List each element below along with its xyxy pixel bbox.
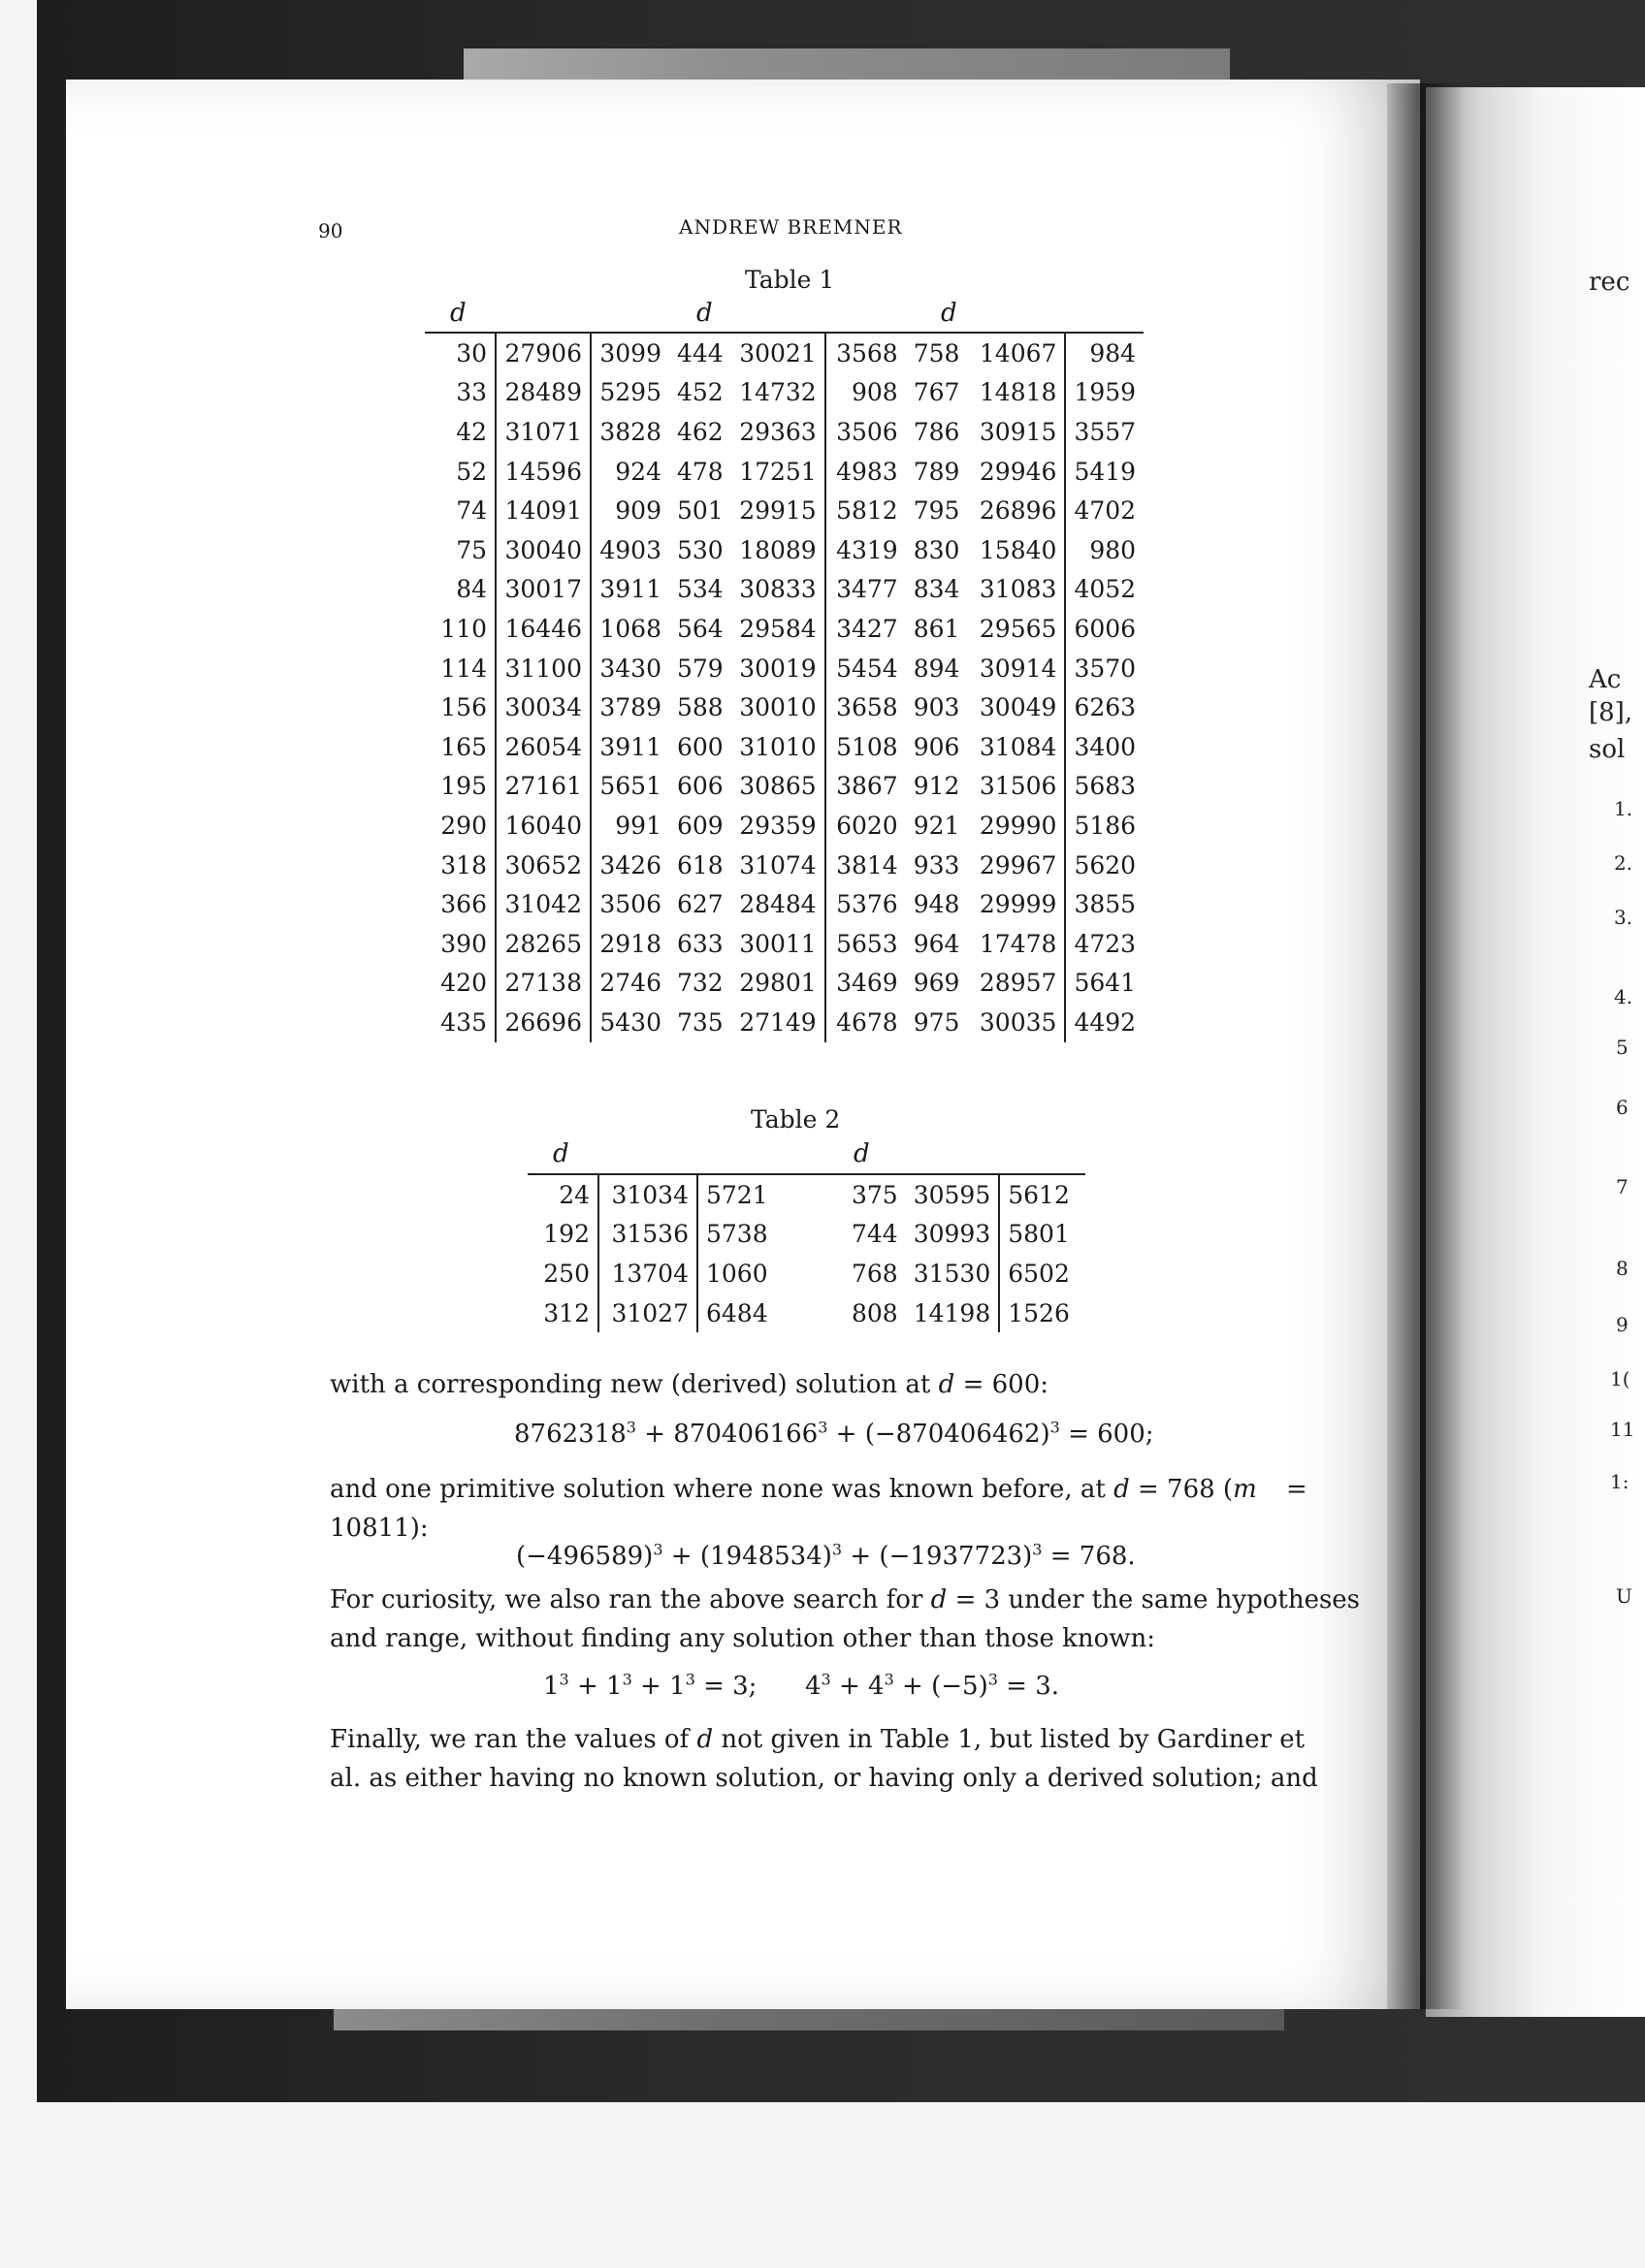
table1-cell: 30019 [731,649,825,688]
table1-cell: 52 [425,452,496,492]
table1-cell: 908 [852,378,898,407]
equation-3-second: $4^3 + 4^3 + (-5)^3 = 3$. [805,1670,1060,1701]
table1-row [425,727,1144,767]
table1-row [425,373,1144,413]
facing-number: 7 [1616,1175,1629,1198]
table1-cell: 18089 [731,530,825,570]
running-head: ANDREW BREMNER [679,215,903,239]
paragraph-finally: Finally, we ran the values of d not given in Table 1, but listed by Gardiner et al. as either having no known solution, or having only a derived solution; and [330,1725,1318,1793]
table1-cell: 4492 [1074,1007,1137,1037]
table1-d-label: d [696,299,713,328]
table1-cell: 30915 [967,412,1065,452]
table1-cell: 5651 [599,772,661,801]
table1-cell: 3477 [836,575,898,604]
facing-number: U [1616,1584,1632,1608]
table1-cell: 924 [615,457,661,486]
table1-row [425,687,1144,727]
table1-cell: 28957 [967,964,1065,1004]
table1-cell: 921 [913,811,960,840]
facing-fragment: sol [1589,735,1626,764]
table1-cell: 834 [913,575,960,604]
table1-cell: 501 [677,496,724,526]
table1-cell: 14596 [496,452,591,492]
table1-cell: 5653 [836,929,898,958]
table1-cell: 17251 [731,452,825,492]
table1-cell: 606 [677,772,724,801]
table1-cell: 933 [913,850,960,879]
table1-cell: 1959 [1074,378,1137,407]
table1-cell: 5430 [599,1007,661,1037]
facing-number: 11 [1610,1418,1635,1441]
table1-row [425,964,1144,1004]
table1-cell: 14091 [496,491,591,530]
table1-cell: 27149 [731,1003,825,1042]
table1-cell: 390 [425,924,496,964]
table2-cell: 250 [528,1254,598,1294]
table1-cell: 789 [913,457,960,486]
table1-cell: 579 [677,654,724,683]
table1-cell: 31042 [496,884,591,924]
table1-cell: 3400 [1074,732,1137,761]
table1-cell: 3426 [599,850,661,879]
table2-cell: 31034 [598,1174,697,1215]
book-gutter-shadow [1387,83,1465,2009]
facing-number: 1: [1610,1470,1629,1493]
table1-row [425,570,1144,610]
table1-d-label: d [450,299,467,328]
table2-cell: 6502 [1008,1259,1070,1288]
table1-cell: 110 [425,609,496,649]
table1-cell: 14732 [731,373,825,413]
table1-body [425,333,1144,1042]
table1-cell: 3814 [836,850,898,879]
table2-cell: 31530 [906,1254,1000,1294]
table1-cell: 3789 [599,693,661,722]
table2-cell: 5612 [999,1174,1085,1215]
table1-cell: 29584 [731,609,825,649]
table1-cell: 5295 [599,378,661,407]
table1-cell: 84 [425,570,496,610]
table1-cell: 3855 [1074,890,1137,919]
table1-cell: 4903 [599,535,661,564]
table1-cell: 609 [677,811,724,840]
table2-body [528,1174,1085,1332]
table2-row [528,1215,1085,1255]
table1-cell: 5376 [836,890,898,919]
table2-cell: 5801 [1008,1220,1070,1249]
facing-number: 8 [1616,1257,1629,1280]
table1-cell: 894 [913,654,960,683]
table1-cell: 3506 [836,417,898,446]
facing-number: 1( [1610,1367,1630,1390]
table2-cell: 14198 [906,1294,1000,1333]
table1-cell: 3506 [599,890,661,919]
table2-cell: 1060 [706,1259,768,1288]
table1-row [425,924,1144,964]
table1-cell: 975 [913,1007,960,1037]
table1-cell: 165 [425,727,496,767]
table1-cell: 14818 [967,373,1065,413]
table1-cell: 786 [913,417,960,446]
table1-cell: 4723 [1074,929,1137,958]
table1-cell: 830 [913,535,960,564]
table1-cell: 767 [913,378,960,407]
table1-cell: 2746 [599,969,661,998]
facing-number: 2. [1614,851,1633,875]
table1-cell: 31071 [496,412,591,452]
table2-cell: 808 [852,1298,898,1327]
table2-row [528,1254,1085,1294]
table1-cell: 906 [913,732,960,761]
table1-cell: 27161 [496,767,591,807]
page-edge-top [464,48,1230,81]
table1-cell: 27906 [496,333,591,373]
facing-number: 1. [1614,797,1633,820]
table2-cell: 375 [844,1174,906,1215]
table1-cell: 534 [677,575,724,604]
table2-cell: 30595 [906,1174,1000,1215]
table1-cell: 30652 [496,846,591,885]
table1-caption: Table 1 [745,266,835,294]
table1-cell: 6263 [1074,693,1137,722]
table1-cell: 4319 [836,535,898,564]
table1-cell: 30017 [496,570,591,610]
table1-cell: 3828 [599,417,661,446]
table1-cell: 3430 [599,654,661,683]
table1-cell: 4983 [836,457,898,486]
equation-600: $8762318^3 + 870406166^3 + (-870406462)^3 = 600$; [514,1418,1154,1449]
table1-cell: 30021 [731,333,825,373]
table2-d-label: d [854,1139,870,1168]
table1-d-label: d [941,299,957,328]
table1-cell: 564 [677,614,724,643]
table2-cell: 13704 [598,1254,697,1294]
facing-number: 9 [1616,1313,1629,1336]
table2-cell: 31536 [598,1215,697,1255]
table1-cell: 31100 [496,649,591,688]
table1-cell: 5620 [1074,850,1137,879]
table1-cell: 6020 [836,811,898,840]
table2-caption: Table 2 [751,1105,841,1134]
table1-cell: 30865 [731,767,825,807]
facing-number: 6 [1616,1096,1629,1119]
table1-cell: 30 [425,333,496,373]
table2-cell: 24 [528,1174,598,1215]
table1-cell: 42 [425,412,496,452]
table1-cell: 29565 [967,609,1065,649]
table2-cell: 30993 [906,1215,1000,1255]
table1-cell: 795 [913,496,960,526]
table2-cell: 744 [852,1220,898,1249]
table1-cell: 444 [669,333,731,373]
table1-cell: 33 [425,373,496,413]
table1-cell: 5186 [1074,811,1137,840]
table1-cell: 980 [1089,535,1137,564]
table1-cell: 31083 [967,570,1065,610]
facing-fragment: rec [1589,268,1630,297]
table2 [528,1173,1085,1332]
table1-cell: 26054 [496,727,591,767]
table1-row [425,649,1144,688]
facing-fragment: Ac [1589,665,1622,694]
table1-cell: 30914 [967,649,1065,688]
facing-fragment: [8], [1589,698,1633,727]
paragraph-primitive-solution: and one primitive solution where none was known before, at d = 768 (m = 10811): [330,1475,1307,1543]
table1-cell: 195 [425,767,496,807]
table1-cell: 969 [913,969,960,998]
table2-cell: 5738 [706,1220,768,1249]
table1-row [425,491,1144,530]
table1-cell: 3099 [591,333,669,373]
table1-cell: 478 [677,457,724,486]
table1-cell: 5454 [836,654,898,683]
table1-cell: 2918 [599,929,661,958]
table1-cell: 26896 [967,491,1065,530]
table1-cell: 31084 [967,727,1065,767]
paragraph-derived-solution: with a corresponding new (derived) solution at d = 600: [330,1370,1049,1399]
table1-cell: 4702 [1074,496,1137,526]
table1-cell: 3568 [825,333,906,373]
table1-cell: 16446 [496,609,591,649]
table1-cell: 14067 [967,333,1065,373]
table1-cell: 30011 [731,924,825,964]
table1-cell: 948 [913,890,960,919]
table1-cell: 3911 [599,575,661,604]
table1-cell: 27138 [496,964,591,1004]
table1-cell: 627 [677,890,724,919]
table1-cell: 3557 [1074,417,1137,446]
table1-cell: 758 [906,333,968,373]
table1-row [425,767,1144,807]
table1-cell: 17478 [967,924,1065,964]
table1-cell: 29946 [967,452,1065,492]
table1-cell: 3469 [836,969,898,998]
table1-cell: 290 [425,806,496,846]
facing-number: 5 [1616,1036,1629,1059]
table1-row [425,1003,1144,1042]
table1-cell: 633 [677,929,724,958]
table1-row [425,333,1144,373]
table1 [425,332,1144,1042]
table1-cell: 912 [913,772,960,801]
table1-cell: 30035 [967,1003,1065,1042]
table1-cell: 3911 [599,732,661,761]
table1-cell: 861 [913,614,960,643]
paragraph-curiosity: For curiosity, we also ran the above search for d = 3 under the same hypotheses and range, without finding any solution other than those known: [330,1585,1361,1653]
page-number: 90 [318,219,343,242]
table1-cell: 903 [913,693,960,722]
table1-cell: 16040 [496,806,591,846]
table1-cell: 31010 [731,727,825,767]
table1-cell: 30833 [731,570,825,610]
table2-cell: 31027 [598,1294,697,1333]
table1-cell: 31074 [731,846,825,885]
table1-row [425,609,1144,649]
table1-cell: 31506 [967,767,1065,807]
table1-cell: 462 [677,417,724,446]
table1-cell: 984 [1065,333,1144,373]
table1-cell: 15840 [967,530,1065,570]
table1-cell: 991 [615,811,661,840]
table1-cell: 5812 [836,496,898,526]
table1-cell: 114 [425,649,496,688]
table1-row [425,884,1144,924]
table1-cell: 28265 [496,924,591,964]
table1-cell: 74 [425,491,496,530]
table2-cell: 192 [528,1215,598,1255]
table1-cell: 30034 [496,687,591,727]
table1-cell: 530 [677,535,724,564]
table1-cell: 28489 [496,373,591,413]
table1-cell: 366 [425,884,496,924]
table1-cell: 26696 [496,1003,591,1042]
table1-cell: 909 [615,496,661,526]
table1-cell: 3427 [836,614,898,643]
table1-cell: 3658 [836,693,898,722]
table2-cell: 6484 [706,1298,768,1327]
table2-d-label: d [553,1139,569,1168]
table1-cell: 600 [677,732,724,761]
table2-cell: 768 [852,1259,898,1288]
equation-768: $(-496589)^3 + (1948534)^3 + (-1937723)^3 = 768$. [516,1540,1136,1571]
table1-cell: 156 [425,687,496,727]
table1-cell: 29999 [967,884,1065,924]
table1-cell: 318 [425,846,496,885]
table1-row [425,846,1144,885]
table1-cell: 452 [677,378,724,407]
table1-cell: 75 [425,530,496,570]
table1-cell: 420 [425,964,496,1004]
facing-number: 3. [1614,906,1633,929]
table1-cell: 5419 [1074,457,1137,486]
table1-cell: 5108 [836,732,898,761]
table1-cell: 30010 [731,687,825,727]
facing-number: 4. [1614,985,1633,1008]
table1-cell: 732 [677,969,724,998]
table1-cell: 29363 [731,412,825,452]
table1-cell: 6006 [1074,614,1137,643]
table1-cell: 29359 [731,806,825,846]
table2-cell: 5721 [697,1174,844,1215]
table1-cell: 29990 [967,806,1065,846]
table1-row [425,806,1144,846]
table2-cell: 312 [528,1294,598,1333]
table1-cell: 29915 [731,491,825,530]
table1-cell: 1068 [599,614,661,643]
table1-cell: 435 [425,1003,496,1042]
table1-row [425,412,1144,452]
table1-cell: 618 [677,850,724,879]
table1-cell: 3570 [1074,654,1137,683]
table1-cell: 588 [677,693,724,722]
table1-cell: 28484 [731,884,825,924]
table1-cell: 29967 [967,846,1065,885]
table1-cell: 735 [677,1007,724,1037]
table1-row [425,452,1144,492]
table1-cell: 30040 [496,530,591,570]
table1-cell: 4052 [1074,575,1137,604]
table1-cell: 30049 [967,687,1065,727]
equation-3-first: $1^3 + 1^3 + 1^3 = 3$; [543,1670,758,1701]
table2-cell: 1526 [1008,1298,1070,1327]
table1-row [425,530,1144,570]
table1-cell: 964 [913,929,960,958]
table2-row [528,1174,1085,1215]
table1-cell: 29801 [731,964,825,1004]
table1-cell: 4678 [836,1007,898,1037]
table1-cell: 5683 [1074,772,1137,801]
table2-row [528,1294,1085,1333]
table1-cell: 5641 [1074,969,1137,998]
table1-cell: 3867 [836,772,898,801]
